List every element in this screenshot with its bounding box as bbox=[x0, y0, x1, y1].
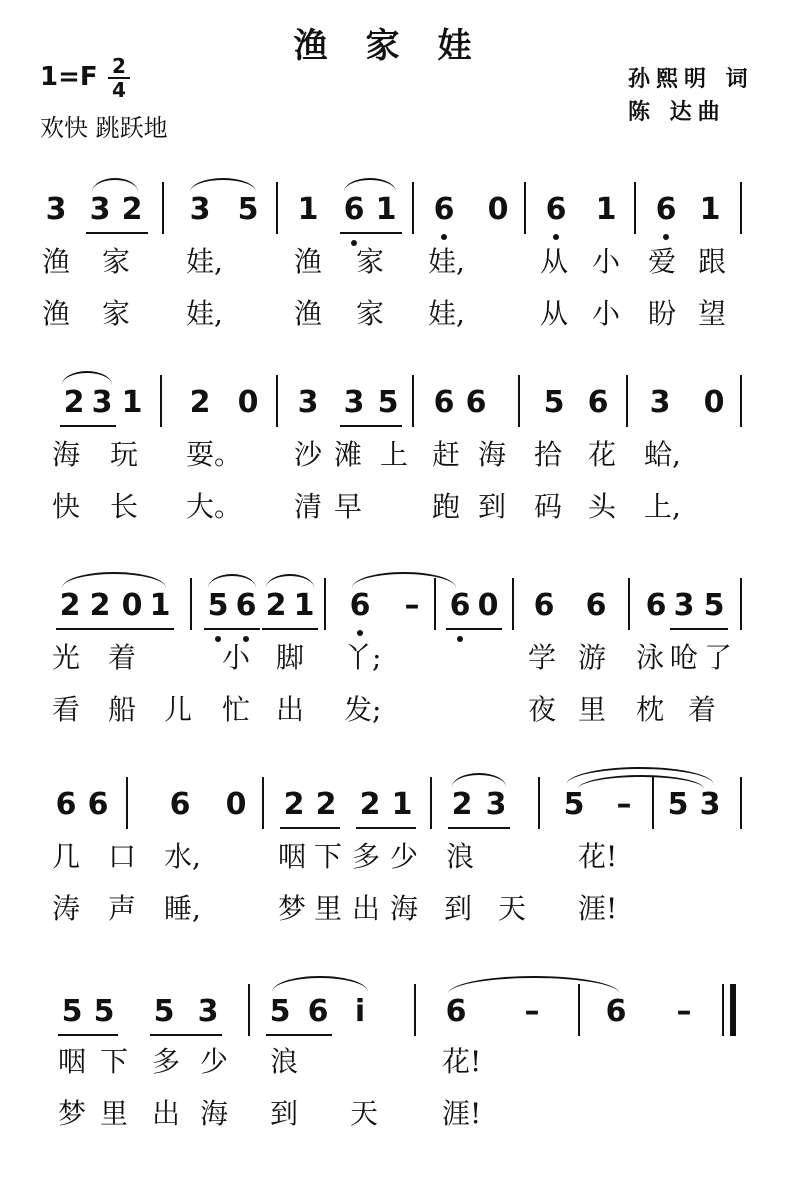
lyrics-verse-2 bbox=[0, 692, 803, 732]
lyrics-verse-2 bbox=[0, 489, 803, 529]
lyric: 口 bbox=[107, 840, 136, 873]
note: 3 bbox=[485, 787, 507, 822]
note: 1 bbox=[149, 588, 171, 623]
lyric: 了 bbox=[703, 641, 732, 674]
note: 3 bbox=[297, 385, 319, 420]
lyric: 长 bbox=[109, 490, 138, 523]
lyric: 学 bbox=[527, 641, 556, 674]
lyrics-verse-1 bbox=[0, 244, 803, 284]
lyric: 少 bbox=[199, 1045, 228, 1078]
slur bbox=[266, 574, 314, 588]
lyric: 娃, bbox=[428, 297, 465, 330]
notes-row bbox=[0, 992, 803, 1036]
lyric: 娃, bbox=[428, 245, 465, 278]
barline bbox=[740, 375, 742, 427]
lyric: 上, bbox=[644, 490, 681, 523]
lyric: 浪 bbox=[269, 1045, 298, 1078]
eighth-beam bbox=[448, 827, 510, 829]
note: 2 bbox=[265, 588, 287, 623]
lyric: 渔 bbox=[293, 297, 322, 330]
note: 5 bbox=[237, 192, 259, 227]
lyric: 里 bbox=[313, 892, 342, 925]
note: 5 bbox=[269, 994, 291, 1029]
lyric: 夜 bbox=[527, 693, 556, 726]
low-dot bbox=[441, 234, 447, 240]
note: 5 bbox=[703, 588, 725, 623]
barline bbox=[412, 182, 414, 234]
tempo-marking: 欢快 跳跃地 bbox=[40, 114, 168, 142]
note: 0 bbox=[225, 787, 247, 822]
barline bbox=[276, 182, 278, 234]
barline bbox=[412, 375, 414, 427]
note: 3 bbox=[45, 192, 67, 227]
lyric: 玩 bbox=[109, 438, 138, 471]
barline bbox=[434, 578, 436, 630]
lyrics-verse-2 bbox=[0, 296, 803, 336]
barline bbox=[248, 984, 250, 1036]
lyric: 游 bbox=[577, 641, 606, 674]
lyric: 少 bbox=[389, 840, 418, 873]
lyric: 呛 bbox=[669, 641, 698, 674]
lyric: 大。 bbox=[186, 490, 243, 523]
lyric: 望 bbox=[697, 297, 726, 330]
lyric: 家 bbox=[101, 245, 130, 278]
lyric: 多 bbox=[351, 840, 380, 873]
lyric: 海 bbox=[477, 438, 506, 471]
note: 1 bbox=[375, 192, 397, 227]
barline bbox=[524, 182, 526, 234]
note: 2 bbox=[59, 588, 81, 623]
barline bbox=[512, 578, 514, 630]
note: 0 bbox=[703, 385, 725, 420]
note: 6 bbox=[605, 994, 627, 1029]
low-dot bbox=[553, 234, 559, 240]
lyric: 下 bbox=[99, 1045, 128, 1078]
barline bbox=[740, 182, 742, 234]
lyric: 小 bbox=[591, 297, 620, 330]
note: 1 bbox=[297, 192, 319, 227]
eighth-beam bbox=[340, 425, 402, 427]
lyric: 跟 bbox=[697, 245, 726, 278]
note: 3 bbox=[699, 787, 721, 822]
slur bbox=[92, 178, 138, 192]
barline bbox=[430, 777, 432, 829]
slur bbox=[190, 178, 256, 192]
composer-credit: 陈 达曲 bbox=[628, 100, 726, 125]
lyrics-verse-2 bbox=[0, 891, 803, 931]
barline bbox=[126, 777, 128, 829]
barline bbox=[162, 182, 164, 234]
lyric: 水, bbox=[164, 840, 201, 873]
barline bbox=[740, 578, 742, 630]
note: 0 bbox=[121, 588, 143, 623]
lyric: 快 bbox=[51, 490, 80, 523]
lyric: 梦 bbox=[277, 892, 306, 925]
barline bbox=[628, 578, 630, 630]
lyrics-verse-2 bbox=[0, 1096, 803, 1136]
note: 2 bbox=[63, 385, 85, 420]
lyric: 早 bbox=[333, 490, 362, 523]
lyric: 家 bbox=[101, 297, 130, 330]
barline bbox=[414, 984, 416, 1036]
note: 6 bbox=[645, 588, 667, 623]
lyric: 着 bbox=[687, 693, 716, 726]
eighth-beam bbox=[56, 628, 174, 630]
note: 6 bbox=[533, 588, 555, 623]
note: – bbox=[524, 994, 540, 1029]
barline bbox=[740, 777, 742, 829]
lyric: 到 bbox=[443, 892, 472, 925]
lyric: 小 bbox=[221, 641, 250, 674]
lyricist-credit: 孙熙明 词 bbox=[628, 67, 754, 92]
note: 1 bbox=[699, 192, 721, 227]
lyric: 下 bbox=[313, 840, 342, 873]
barline bbox=[626, 375, 628, 427]
eighth-beam bbox=[58, 1034, 118, 1036]
lyric: 码 bbox=[533, 490, 562, 523]
lyric: 儿 bbox=[163, 693, 192, 726]
notes-row bbox=[0, 383, 803, 427]
final-barline-thick bbox=[730, 984, 736, 1036]
note: 6 bbox=[449, 588, 471, 623]
note: 1 bbox=[121, 385, 143, 420]
note: 6 bbox=[169, 787, 191, 822]
slur bbox=[62, 572, 166, 588]
note: 1 bbox=[391, 787, 413, 822]
barline bbox=[634, 182, 636, 234]
barline bbox=[324, 578, 326, 630]
note: – bbox=[676, 994, 692, 1029]
barline bbox=[518, 375, 520, 427]
lyric: 小 bbox=[591, 245, 620, 278]
lyric: 出 bbox=[275, 693, 304, 726]
note: 0 bbox=[487, 192, 509, 227]
lyrics-verse-1 bbox=[0, 437, 803, 477]
note: 6 bbox=[349, 588, 371, 623]
note: 6 bbox=[433, 385, 455, 420]
lyric: 看 bbox=[51, 693, 80, 726]
eighth-beam bbox=[86, 232, 148, 234]
note: 0 bbox=[477, 588, 499, 623]
note: 5 bbox=[207, 588, 229, 623]
lyric: 花! bbox=[442, 1045, 482, 1078]
lyrics-verse-1 bbox=[0, 1044, 803, 1084]
lyric: 多 bbox=[151, 1045, 180, 1078]
lyric: 出 bbox=[351, 892, 380, 925]
time-top: 2 bbox=[112, 54, 126, 78]
note: 6 bbox=[655, 192, 677, 227]
lyric: 忙 bbox=[221, 693, 250, 726]
eighth-beam bbox=[60, 425, 116, 427]
note: 2 bbox=[315, 787, 337, 822]
lyric: 脚 bbox=[275, 641, 304, 674]
lyric: 花! bbox=[578, 840, 618, 873]
note: 6 bbox=[465, 385, 487, 420]
lyric: 声 bbox=[107, 892, 136, 925]
lyric: 蛤, bbox=[644, 438, 681, 471]
eighth-beam bbox=[262, 628, 318, 630]
note: 3 bbox=[91, 385, 113, 420]
note: 6 bbox=[55, 787, 77, 822]
barline bbox=[276, 375, 278, 427]
eighth-beam bbox=[280, 827, 340, 829]
note: 3 bbox=[89, 192, 111, 227]
lyric: 着 bbox=[107, 641, 136, 674]
lyric: 娃, bbox=[186, 297, 223, 330]
note: 5 bbox=[377, 385, 399, 420]
lyric: 睡, bbox=[164, 892, 201, 925]
note: 3 bbox=[189, 192, 211, 227]
eighth-beam bbox=[204, 628, 260, 630]
note: 5 bbox=[93, 994, 115, 1029]
lyric: 涯! bbox=[442, 1097, 482, 1130]
lyric: 梦 bbox=[57, 1097, 86, 1130]
lyric: 里 bbox=[99, 1097, 128, 1130]
lyric: 到 bbox=[269, 1097, 298, 1130]
eighth-beam bbox=[670, 628, 728, 630]
note: 3 bbox=[673, 588, 695, 623]
lyric: 咽 bbox=[57, 1045, 86, 1078]
note: 5 bbox=[61, 994, 83, 1029]
lyric: 泳 bbox=[635, 641, 664, 674]
barline bbox=[538, 777, 540, 829]
note: 6 bbox=[433, 192, 455, 227]
note: 1 bbox=[595, 192, 617, 227]
note: 3 bbox=[197, 994, 219, 1029]
lyrics-verse-1 bbox=[0, 839, 803, 879]
low-dot bbox=[663, 234, 669, 240]
eighth-beam bbox=[356, 827, 416, 829]
slur bbox=[448, 976, 620, 994]
lyric: 渔 bbox=[41, 297, 70, 330]
lyric: 浪 bbox=[445, 840, 474, 873]
barline bbox=[160, 375, 162, 427]
notes-row bbox=[0, 190, 803, 234]
note: 6 bbox=[87, 787, 109, 822]
lyric: 盼 bbox=[647, 297, 676, 330]
note: 2 bbox=[451, 787, 473, 822]
note: 6 bbox=[545, 192, 567, 227]
lyric: 爱 bbox=[647, 245, 676, 278]
note: i bbox=[354, 994, 366, 1029]
low-dot bbox=[357, 630, 363, 636]
lyric: 娃, bbox=[186, 245, 223, 278]
slur bbox=[62, 371, 112, 385]
lyric: 跑 bbox=[431, 490, 460, 523]
note: 5 bbox=[153, 994, 175, 1029]
lyric: 从 bbox=[539, 245, 568, 278]
notes-row bbox=[0, 785, 803, 829]
note: – bbox=[404, 588, 420, 623]
barline bbox=[190, 578, 192, 630]
final-barline-thin bbox=[722, 984, 724, 1036]
note: 6 bbox=[587, 385, 609, 420]
lyric: 滩 bbox=[333, 438, 362, 471]
lyric: 清 bbox=[293, 490, 322, 523]
lyric: 涛 bbox=[51, 892, 80, 925]
lyric: 上 bbox=[379, 438, 408, 471]
note: 2 bbox=[89, 588, 111, 623]
slur bbox=[344, 178, 396, 192]
time-signature bbox=[108, 56, 130, 100]
lyrics-verse-1 bbox=[0, 640, 803, 680]
note: 3 bbox=[343, 385, 365, 420]
lyric: 发; bbox=[344, 693, 382, 726]
lyric: 天 bbox=[497, 892, 526, 925]
slur bbox=[208, 574, 256, 588]
note: 3 bbox=[649, 385, 671, 420]
eighth-beam bbox=[446, 628, 502, 630]
lyric: 丫; bbox=[344, 641, 382, 674]
lyric: 耍。 bbox=[186, 438, 243, 471]
lyric: 头 bbox=[587, 490, 616, 523]
lyric: 家 bbox=[355, 297, 384, 330]
slur bbox=[272, 976, 368, 992]
lyric: 赶 bbox=[431, 438, 460, 471]
lyric: 渔 bbox=[293, 245, 322, 278]
note: 0 bbox=[237, 385, 259, 420]
note: 5 bbox=[667, 787, 689, 822]
lyric: 家 bbox=[355, 245, 384, 278]
note: 1 bbox=[293, 588, 315, 623]
note: 6 bbox=[235, 588, 257, 623]
key-signature: 1=F bbox=[40, 62, 98, 92]
lyric: 沙 bbox=[293, 438, 322, 471]
eighth-beam bbox=[340, 232, 402, 234]
slur bbox=[452, 773, 506, 787]
note: 6 bbox=[343, 192, 365, 227]
lyric: 咽 bbox=[277, 840, 306, 873]
note: 2 bbox=[121, 192, 143, 227]
lyric: 里 bbox=[577, 693, 606, 726]
lyric: 船 bbox=[107, 693, 136, 726]
barline bbox=[262, 777, 264, 829]
note: 6 bbox=[307, 994, 329, 1029]
lyric: 海 bbox=[199, 1097, 228, 1130]
lyric: 到 bbox=[477, 490, 506, 523]
time-bottom: 4 bbox=[112, 78, 126, 102]
note: – bbox=[616, 787, 632, 822]
song-title: 渔家娃 bbox=[293, 26, 510, 66]
note: 5 bbox=[563, 787, 585, 822]
lyric: 从 bbox=[539, 297, 568, 330]
note: 5 bbox=[543, 385, 565, 420]
note: 2 bbox=[359, 787, 381, 822]
lyric: 海 bbox=[51, 438, 80, 471]
note: 2 bbox=[189, 385, 211, 420]
notes-row bbox=[0, 586, 803, 630]
lyric: 出 bbox=[151, 1097, 180, 1130]
slur bbox=[352, 572, 456, 588]
note: 2 bbox=[283, 787, 305, 822]
lyric: 拾 bbox=[533, 438, 562, 471]
lyric: 海 bbox=[389, 892, 418, 925]
lyric: 渔 bbox=[41, 245, 70, 278]
lyric: 花 bbox=[587, 438, 616, 471]
lyric: 天 bbox=[349, 1097, 378, 1130]
note: 6 bbox=[585, 588, 607, 623]
lyric: 涯! bbox=[578, 892, 618, 925]
note: 6 bbox=[445, 994, 467, 1029]
lyric: 几 bbox=[51, 840, 80, 873]
lyric: 光 bbox=[51, 641, 80, 674]
eighth-beam bbox=[150, 1034, 222, 1036]
eighth-beam bbox=[266, 1034, 332, 1036]
lyric: 枕 bbox=[635, 693, 664, 726]
